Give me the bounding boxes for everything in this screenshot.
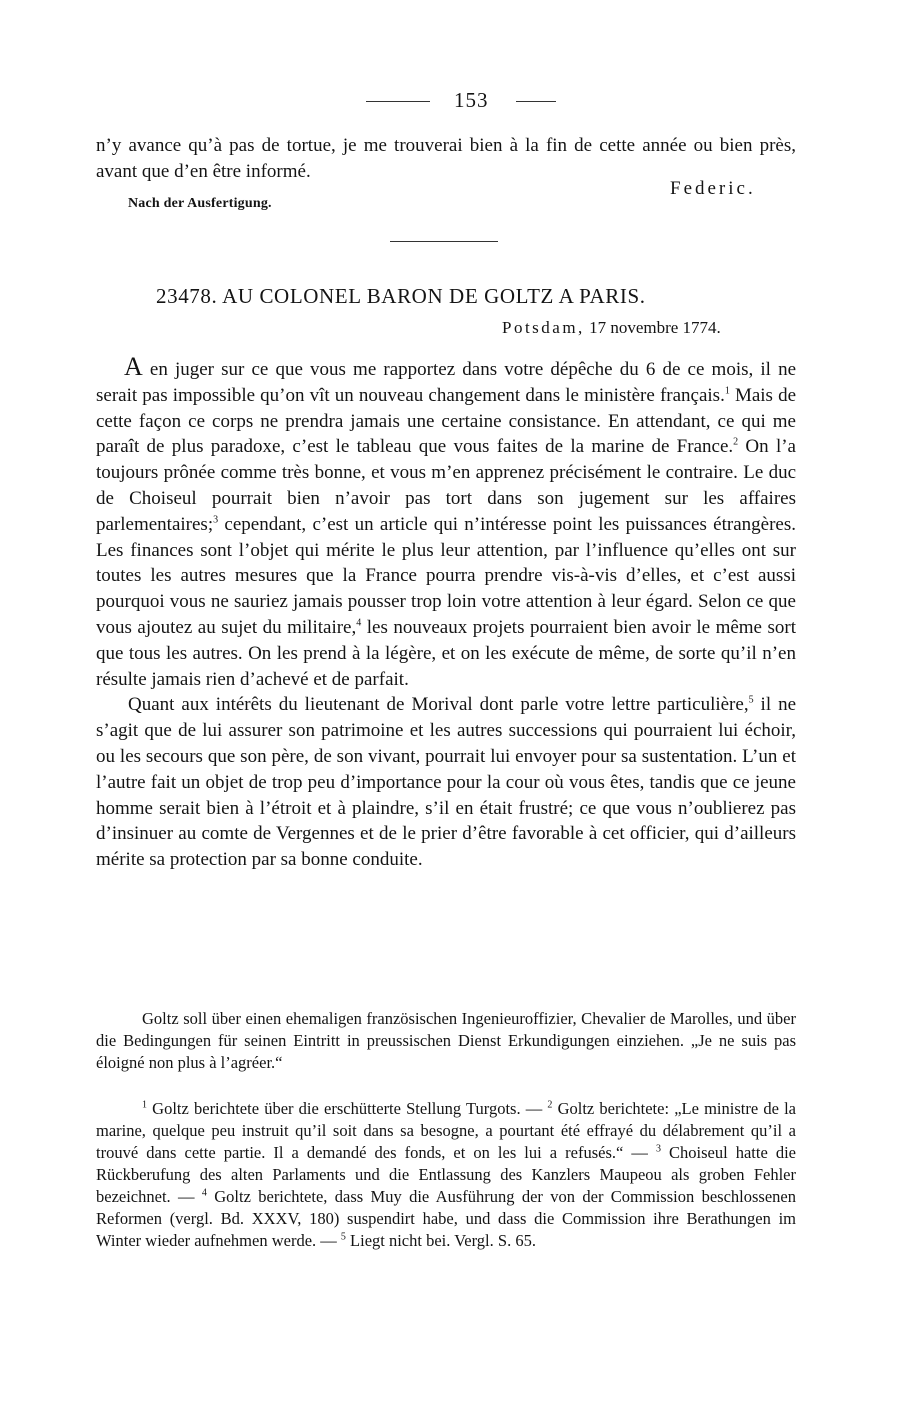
header-rule-left — [366, 101, 430, 102]
footnotes — [96, 1098, 796, 1252]
footnote-mark-1: 1 — [142, 1099, 147, 1111]
letter-place: Potsdam, — [502, 318, 585, 337]
footnote-3: Choiseul hatte die Rückberufung des alten Parlaments und die Entlassung des Kanzlers Maupeou als groben Fehler bezeichnet. — — [96, 1143, 796, 1206]
editorial-summary: Goltz soll über einen ehemaligen französischen Ingenieuroffizier, Chevalier de Marolles, und über die Bedingungen für seinen Eintritt in preussischen Dienst Erkundigungen einziehen. „Je ne suis pas éloigné non plus à l’agréer.“ — [96, 1009, 796, 1072]
footnote-mark-2: 2 — [547, 1099, 553, 1111]
footnote-ref-3: 3 — [213, 514, 219, 526]
signature: Federic. — [670, 178, 756, 199]
letter-heading — [156, 284, 646, 309]
letter-number: 23478. — [156, 284, 218, 308]
place-date-line — [502, 318, 721, 338]
footnote-2: Goltz berichtete: „Le ministre de la marine, quelque peu instruit qu’il soit dans sa besogne, a pourtant été effrayé du délabrement qu’il a trouvé dans cette partie. Il a demandé des fonds, et on les lui a refusés.“ — — [96, 1099, 796, 1162]
footnote-5: Liegt nicht bei. Vergl. S. 65. — [345, 1231, 536, 1250]
page-header — [366, 88, 626, 118]
letter-paragraph-1: A en juger sur ce que vous me rapportez dans votre dépêche du 6 de ce mois, il ne serait pas impossible qu’on vît un nouveau changement dans le ministère français.$^1$ Mais de cette façon ce corps ne prendra jamais une certaine consistance. En attendant, ce qui me paraît de plus paradoxe, c’est le tableau que vous faites de la marine de France.$^2$ On l’a toujours prônée comme très bonne, et vous m’en apprenez précisément le contraire. Le duc de Choiseul pourrait bien n’avoir pas tort dans son jugement sur les affaires parlementaires;$^3$ cependant, c’est un article qui n’intéresse point les puissances étrangères. Les finances sont l’objet qui mérite le plus leur attention, par l’influence qu’elles ont sur toutes les autres mesures que la France pourra prendre vis-à-vis d’elles, et c’est aussi pourquoi vous ne sauriez jamais pousser trop loin votre attention à leur égard. Selon ce que vous ajoutez au sujet du militaire,$^4$ les nouveaux projets pourraient bien avoir le même sort que tous les autres. On les prend à la légère, et on les exécute de même, de sorte qu’il n’en résulte jamais rien d’achevé et de parfait. — [96, 352, 797, 690]
footnote-ref-2: 2 — [733, 437, 739, 449]
letter-paragraph-2: Quant aux intérêts du lieutenant de Morival dont parle votre lettre particulière,$^5$ il ne s’agit que de lui assurer son patrimoine et les autres successions qui pourraient lui échoir, ou les secours que son père, de son vivant, pourrait lui envoyer pour sa sustentation. L’un et l’autre fait un objet de trop peu d’importance pour la cour où vous êtes, tandis que ce jeune homme serait bien à l’étroit et à plaindre, s’il en était frustré; ce que vous n’oublierez pas d’insinuer au comte de Vergennes et de le prier d’être favorable à cet officier, qui d’ailleurs mérite sa protection par sa bonne conduite. — [96, 694, 797, 871]
continuation-text: n’y avance qu’à pas de tortue, je me trouverai bien à la fin de cette année ou bien près, avant que d’en être informé. — [96, 135, 796, 182]
section-divider — [390, 241, 498, 242]
footnote-4: Goltz berichtete, dass Muy die Ausführung der von der Commission beschlossenen Reformen (vergl. Bd. XXXV, 180) suspendirt habe, und dass die Commission ihre Berathungen im Winter wieder aufnehmen werde. — — [96, 1187, 796, 1250]
footnote-ref-1: 1 — [724, 385, 730, 397]
drop-cap: A — [124, 352, 143, 381]
letter-title: AU COLONEL BARON DE GOLTZ A PARIS. — [222, 284, 646, 308]
footnote-ref-4: 4 — [356, 617, 362, 629]
footnote-ref-5: 5 — [748, 695, 754, 707]
footnote-mark-3: 3 — [655, 1143, 661, 1155]
footnote-mark-5: 5 — [340, 1231, 346, 1243]
footnote-mark-4: 4 — [201, 1187, 207, 1199]
footnote-1: Goltz berichtete über die erschütterte Stellung Turgots. — — [147, 1099, 548, 1118]
page-number: 153 — [454, 88, 489, 112]
source-note: Nach der Ausfertigung. — [128, 196, 272, 211]
letter-date: 17 novembre 1774. — [589, 318, 721, 337]
letter-body — [96, 354, 796, 873]
header-rule-right — [516, 101, 556, 102]
